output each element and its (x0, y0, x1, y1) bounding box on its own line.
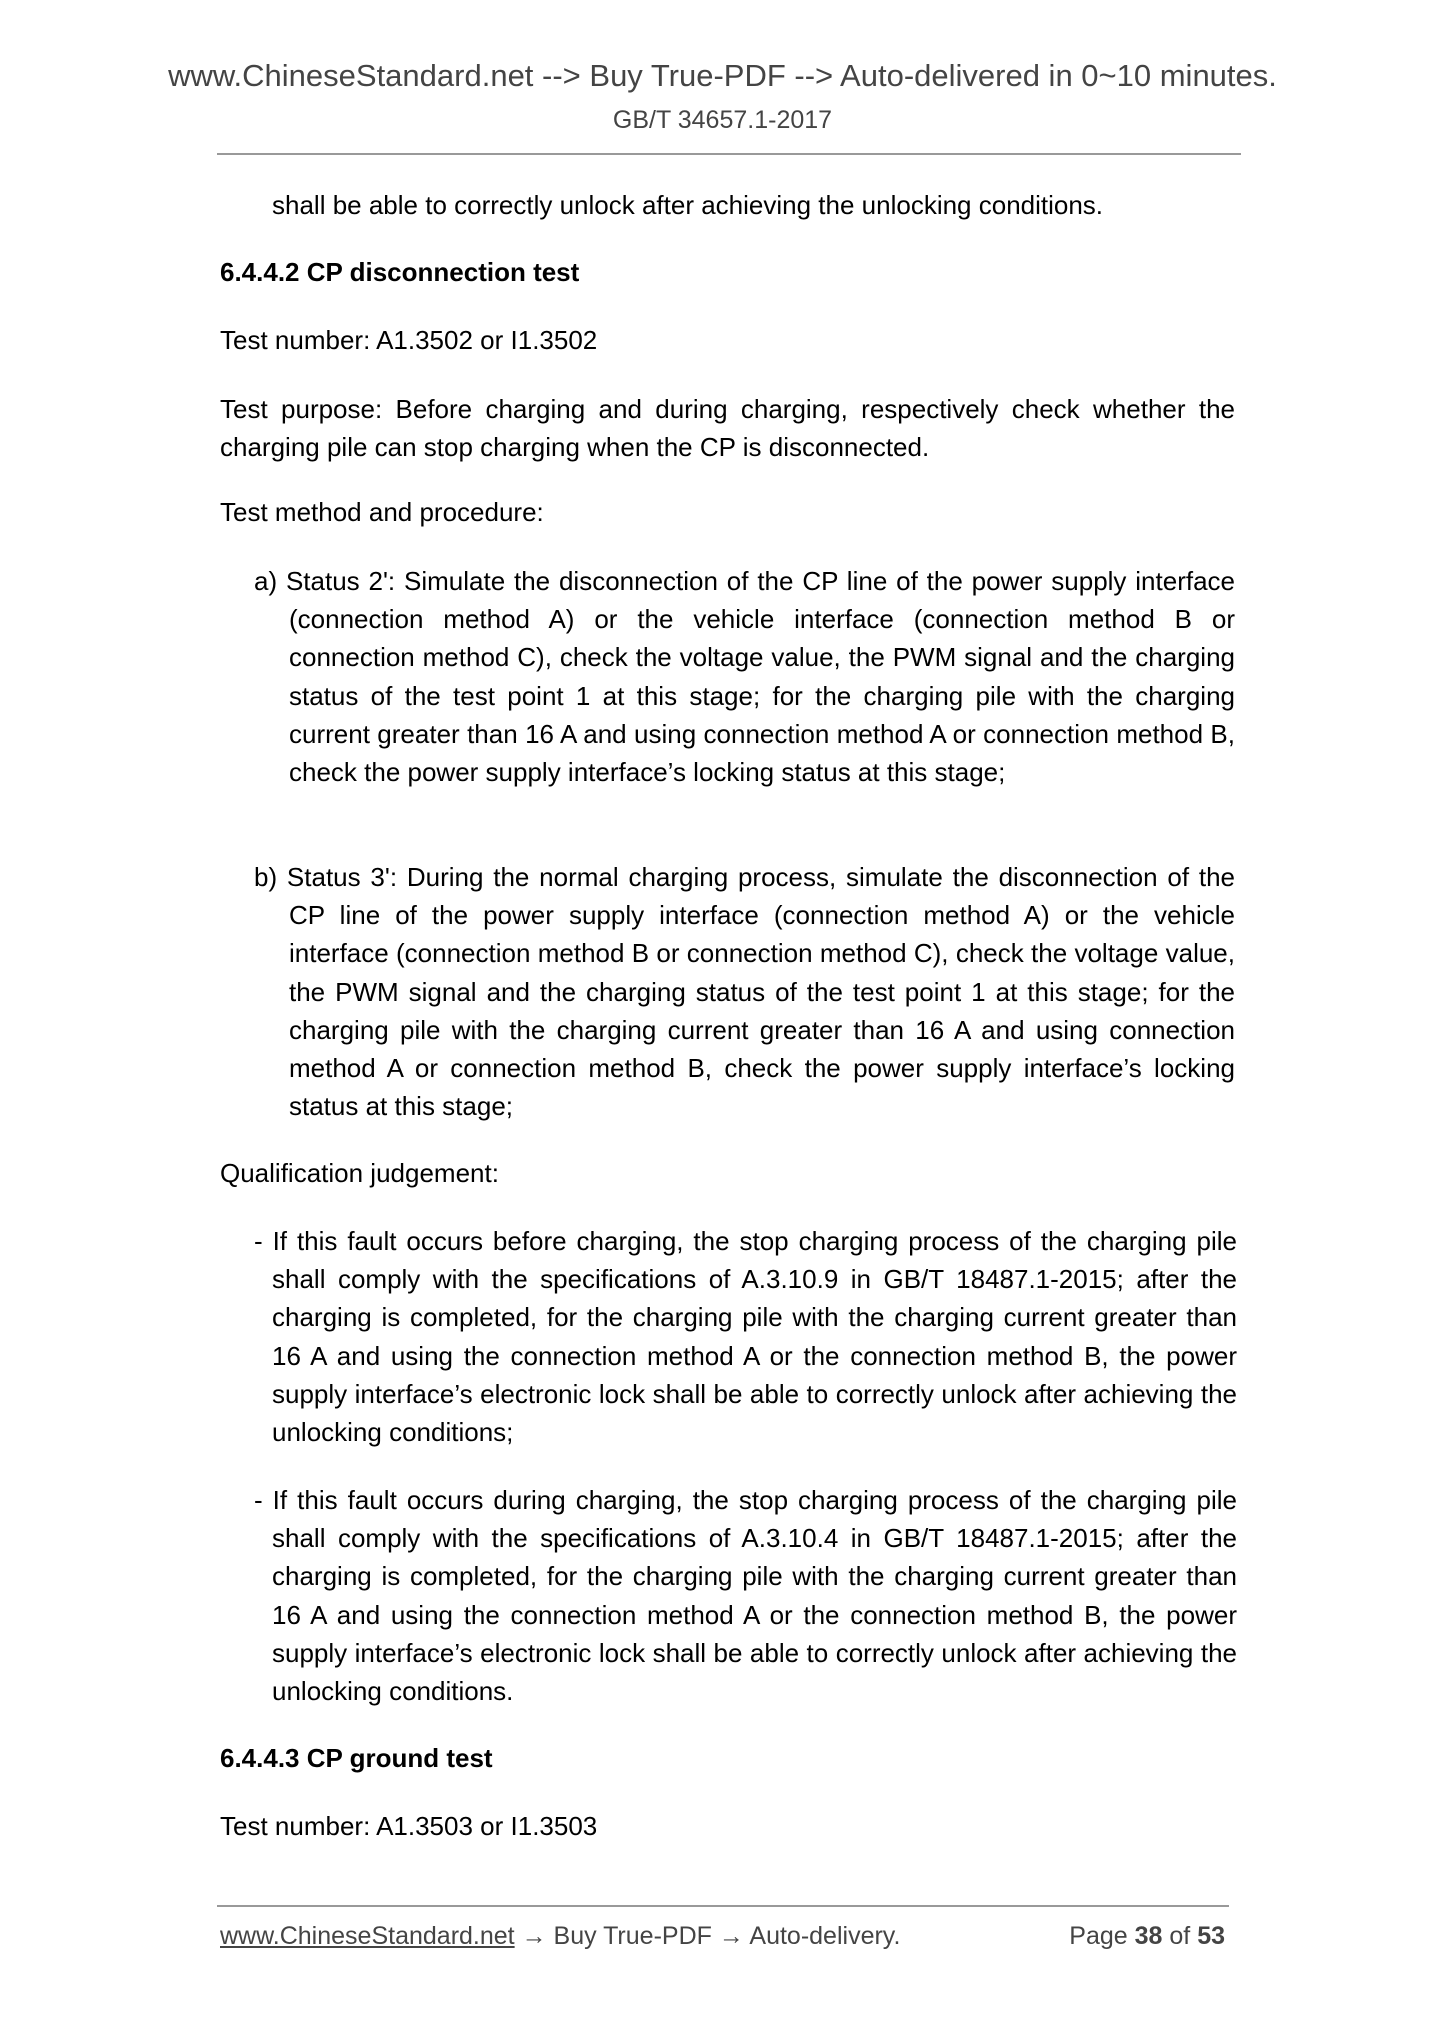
judgement-during-charging: - If this fault occurs during charging, the stop charging process of the charging pile shall comply with the specifications of A.3.10.4 in GB/T 18487.1-2015; after the charging is completed, for the charging pile with the charging current greater than 16 A and using the connection method A or the connection method B, the power supply interface’s electronic lock shall be able to correctly unlock after achieving the unlocking conditions. (254, 1485, 1237, 1707)
test-number: Test number: A1.3502 or I1.3502 (220, 325, 598, 355)
page-total: 53 (1197, 1922, 1225, 1950)
carryover-text: shall be able to correctly unlock after achieving the unlocking conditions. (272, 190, 1104, 220)
page-number: 38 (1134, 1922, 1163, 1950)
section-heading: 6.4.4.3 CP ground test (220, 1743, 493, 1773)
step-a: a) Status 2': Simulate the disconnection of the CP line of the power supply interface (connection method A) or the vehicle interface (connection method B or connection method C), check the voltage value, the PWM signal and the charging status of the test point 1 at this stage; for the charging pile with the charging current greater than 16 A and using connection method A or connection method B, check the power supply interface’s locking status at this stage; (254, 566, 1235, 788)
test-number: Test number: A1.3503 or I1.3503 (220, 1811, 598, 1841)
judgement-label: Qualification judgement: (220, 1158, 499, 1188)
footer-divider (217, 1905, 1229, 1907)
footer (220, 1922, 1225, 1951)
footer-text: → Buy True-PDF → Auto-delivery. (514, 1922, 901, 1950)
header-banner: www.ChineseStandard.net --> Buy True-PDF --> Auto-delivered in 0~10 minutes. (168, 58, 1277, 93)
header-divider (217, 153, 1241, 155)
section-heading: 6.4.4.2 CP disconnection test (220, 257, 580, 287)
test-purpose: Test purpose: Before charging and during charging, respectively check whether the charging pile can stop charging when the CP is disconnected. (220, 394, 1235, 463)
standard-number: GB/T 34657.1-2017 (612, 106, 833, 134)
page-indicator: Page 38 of 53 (1069, 1922, 1225, 1950)
footer-link[interactable]: www.ChineseStandard.net (220, 1922, 515, 1950)
step-b: b) Status 3': During the normal charging process, simulate the disconnection of the CP line of the power supply interface (connection method A) or the vehicle interface (connection method B or connection method C), check the voltage value, the PWM signal and the charging status of the test point 1 at this stage; for the charging pile with the charging current greater than 16 A and using connection method A or connection method B, check the power supply interface’s locking status at this stage; (254, 862, 1235, 1122)
method-label: Test method and procedure: (220, 497, 544, 527)
judgement-before-charging: - If this fault occurs before charging, the stop charging process of the charging pile shall comply with the specifications of A.3.10.9 in GB/T 18487.1-2015; after the charging is completed, for the charging pile with the charging current greater than 16 A and using the connection method A or the connection method B, the power supply interface’s electronic lock shall be able to correctly unlock after achieving the unlocking conditions; (254, 1226, 1237, 1448)
